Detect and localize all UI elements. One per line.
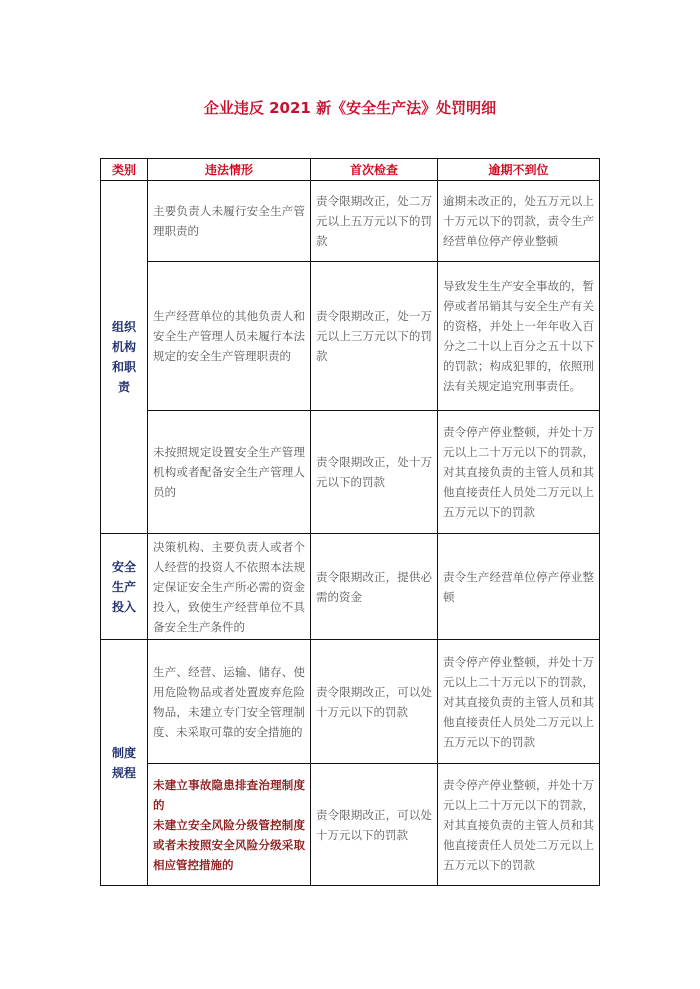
- first-check-cell: 责令限期改正，处十万元以下的罚款: [311, 411, 438, 534]
- header-violation: 违法情形: [148, 159, 311, 181]
- violation-cell: 生产经营单位的其他负责人和安全生产管理人员未履行本法规定的安全生产管理职责的: [148, 262, 311, 411]
- category-cell: 制度规程: [101, 640, 148, 886]
- header-first-check: 首次检查: [311, 159, 438, 181]
- overdue-cell: 责令停产停业整顿，并处十万元以上二十万元以下的罚款，对其直接负责的主管人员和其他直接责任人员处二万元以上五万元以下的罚款: [438, 411, 600, 534]
- category-cell: 组织机构和职责: [101, 181, 148, 534]
- first-check-cell: 责令限期改正，可以处十万元以下的罚款: [311, 764, 438, 886]
- violation-cell: 未按照规定设置安全生产管理机构或者配备安全生产管理人员的: [148, 411, 311, 534]
- header-category: 类别: [101, 159, 148, 181]
- overdue-cell: 导致发生生产安全事故的，暂停或者吊销其与安全生产有关的资格，并处上一年年收入百分之二十以上百分之五十以下的罚款；构成犯罪的，依照刑法有关规定追究刑事责任。: [438, 262, 600, 411]
- overdue-cell: 逾期未改正的，处五万元以上十万元以下的罚款，责令生产经营单位停产停业整顿: [438, 181, 600, 262]
- table-row: [101, 411, 600, 534]
- violation-cell: [148, 764, 311, 886]
- violation-cell: 生产、经营、运输、储存、使用危险物品或者处置废弃危险物品，未建立专门安全管理制度、未采取可靠的安全措施的: [148, 640, 311, 764]
- first-check-cell: 责令限期改正，处一万元以上三万元以下的罚款: [311, 262, 438, 411]
- overdue-cell: 责令停产停业整顿，并处十万元以上二十万元以下的罚款，对其直接负责的主管人员和其他直接责任人员处二万元以上五万元以下的罚款: [438, 764, 600, 886]
- overdue-cell: 责令生产经营单位停产停业整顿: [438, 534, 600, 640]
- table-row: [101, 640, 600, 764]
- penalty-table: [100, 158, 600, 886]
- violation-line: 未建立安全风险分级管控制度或者未按照安全风险分级采取相应管控措施的: [153, 817, 305, 872]
- page-title: 企业违反 2021 新《安全生产法》处罚明细: [203, 99, 497, 117]
- first-check-cell: 责令限期改正，可以处十万元以下的罚款: [311, 640, 438, 764]
- table-header: [101, 159, 600, 181]
- table-row: [101, 534, 600, 640]
- overdue-cell: 责令停产停业整顿，并处十万元以上二十万元以下的罚款，对其直接负责的主管人员和其他直接责任人员处二万元以上五万元以下的罚款: [438, 640, 600, 764]
- table-row: [101, 181, 600, 262]
- table-row: [101, 262, 600, 411]
- violation-cell: 主要负责人未履行安全生产管理职责的: [148, 181, 311, 262]
- header-overdue: 逾期不到位: [438, 159, 600, 181]
- violation-line: 未建立事故隐患排查治理制度的: [153, 777, 305, 812]
- violation-cell: 决策机构、主要负责人或者个人经营的投资人不依照本法规定保证安全生产所必需的资金投入，致使生产经营单位不具备安全生产条件的: [148, 534, 311, 640]
- category-cell: 安全生产投入: [101, 534, 148, 640]
- table-row: [101, 764, 600, 886]
- first-check-cell: 责令限期改正，处二万元以上五万元以下的罚款: [311, 181, 438, 262]
- first-check-cell: 责令限期改正，提供必需的资金: [311, 534, 438, 640]
